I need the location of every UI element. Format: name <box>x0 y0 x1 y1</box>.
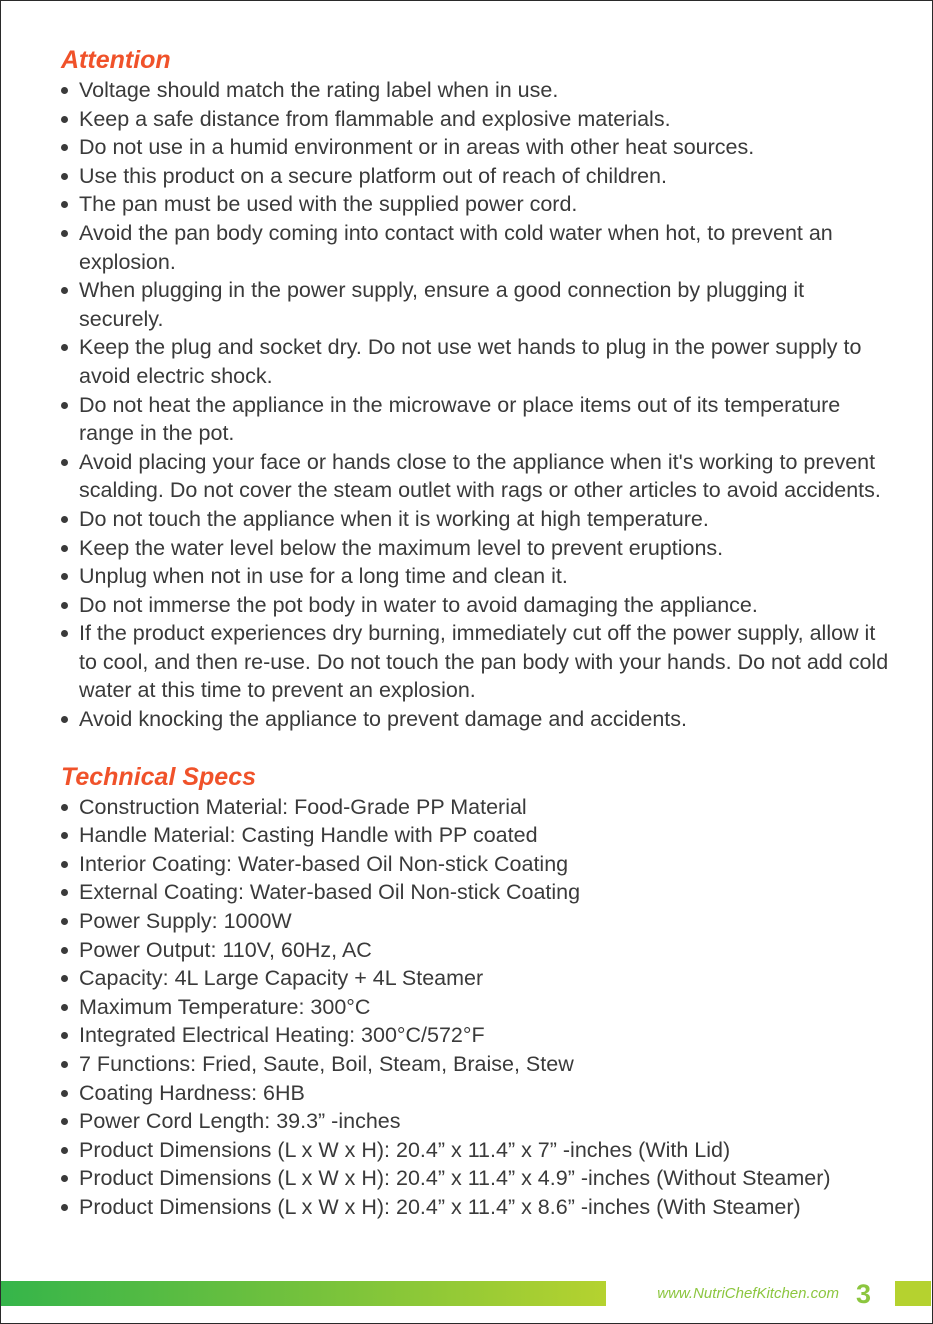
website-link[interactable]: www.NutriChefKitchen.com <box>657 1285 839 1302</box>
technical-specs-heading: Technical Specs <box>61 762 256 791</box>
attention-item: Do not touch the appliance when it is working at high temperature. <box>60 505 890 534</box>
page-footer <box>0 1279 933 1309</box>
attention-item: Do not use in a humid environment or in areas with other heat sources. <box>60 133 890 162</box>
attention-item: Avoid placing your face or hands close to the appliance when it's working to prevent scalding. Do not cover the steam outlet with rags or other articles to avoid accidents. <box>60 448 890 505</box>
attention-item: If the product experiences dry burning, immediately cut off the power supply, allow it to cool, and then re-use. Do not touch the pan body with your hands. Do not add cold water at this time to prevent an explosion. <box>60 619 890 705</box>
footer-green-bar <box>1 1281 606 1306</box>
specs-list <box>60 793 890 1222</box>
spec-item: External Coating: Water-based Oil Non-stick Coating <box>60 878 890 907</box>
attention-item: Avoid the pan body coming into contact with cold water when hot, to prevent an explosion. <box>60 219 890 276</box>
spec-item: Power Output: 110V, 60Hz, AC <box>60 936 890 965</box>
page-number: 3 <box>856 1279 872 1309</box>
spec-item: Product Dimensions (L x W x H): 20.4” x 11.4” x 8.6” -inches (With Steamer) <box>60 1193 890 1222</box>
spec-item: Power Supply: 1000W <box>60 907 890 936</box>
spec-item: Construction Material: Food-Grade PP Material <box>60 793 890 822</box>
attention-item: Keep a safe distance from flammable and explosive materials. <box>60 105 890 134</box>
spec-item: Power Cord Length: 39.3” -inches <box>60 1107 890 1136</box>
spec-item: Capacity: 4L Large Capacity + 4L Steamer <box>60 964 890 993</box>
attention-item: Keep the water level below the maximum level to prevent eruptions. <box>60 534 890 563</box>
spec-item: Product Dimensions (L x W x H): 20.4” x 11.4” x 7” -inches (With Lid) <box>60 1136 890 1165</box>
attention-item: Voltage should match the rating label when in use. <box>60 76 890 105</box>
attention-item: Keep the plug and socket dry. Do not use wet hands to plug in the power supply to avoid electric shock. <box>60 333 890 390</box>
attention-item: Use this product on a secure platform out of reach of children. <box>60 162 890 191</box>
spec-item: Handle Material: Casting Handle with PP coated <box>60 821 890 850</box>
attention-item: When plugging in the power supply, ensure a good connection by plugging it securely. <box>60 276 890 333</box>
attention-item: Do not heat the appliance in the microwave or place items out of its temperature range in the pot. <box>60 391 890 448</box>
spec-item: Interior Coating: Water-based Oil Non-stick Coating <box>60 850 890 879</box>
page-content <box>60 44 890 1222</box>
spec-item: Maximum Temperature: 300°C <box>60 993 890 1022</box>
spec-item: Product Dimensions (L x W x H): 20.4” x 11.4” x 4.9” -inches (Without Steamer) <box>60 1164 890 1193</box>
attention-list <box>60 76 890 734</box>
attention-item: The pan must be used with the supplied power cord. <box>60 190 890 219</box>
spec-item: 7 Functions: Fried, Saute, Boil, Steam, Braise, Stew <box>60 1050 890 1079</box>
attention-item: Do not immerse the pot body in water to avoid damaging the appliance. <box>60 591 890 620</box>
attention-heading: Attention <box>61 46 171 74</box>
spec-item: Coating Hardness: 6HB <box>60 1079 890 1108</box>
footer-green-tab <box>895 1281 931 1306</box>
spec-item: Integrated Electrical Heating: 300°C/572°F <box>60 1021 890 1050</box>
attention-item: Avoid knocking the appliance to prevent damage and accidents. <box>60 705 890 734</box>
attention-item: Unplug when not in use for a long time and clean it. <box>60 562 890 591</box>
